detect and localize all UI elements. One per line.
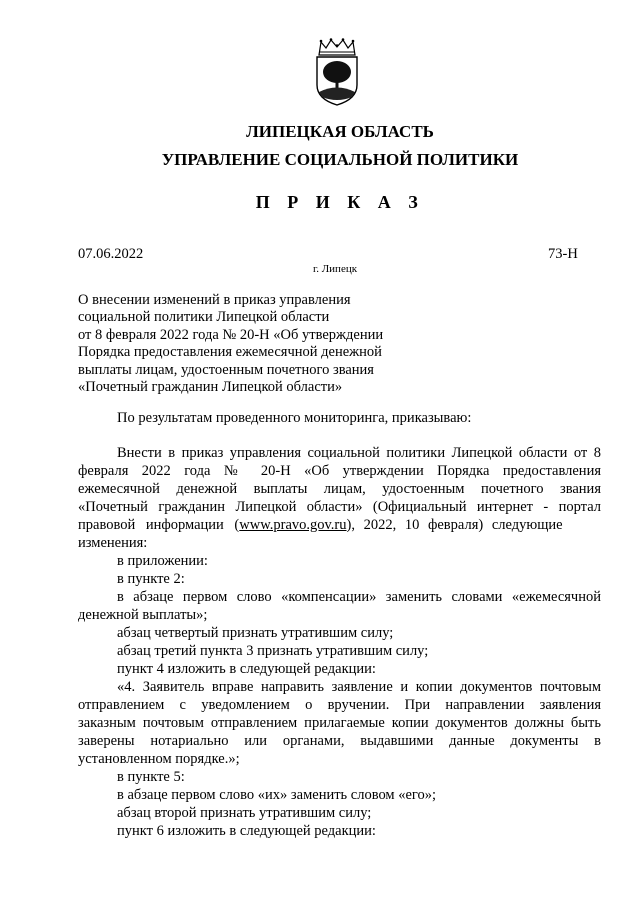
quote-line: заверены нотариально или органами, выдавшими данные документы в bbox=[78, 733, 601, 749]
list-item: абзац третий пункта 3 признать утратившим силу; bbox=[117, 643, 429, 659]
paragraph-line: Внести в приказ управления социальной политики Липецкой области от 8 bbox=[117, 445, 601, 461]
quote-line: заказным почтовым отправлением прилагаемые копии документов должны быть bbox=[78, 715, 601, 731]
document-number: 73-Н bbox=[548, 246, 578, 262]
list-item: абзац четвертый признать утратившим силу; bbox=[117, 625, 394, 641]
subject-line: «Почетный гражданин Липецкой области» bbox=[78, 379, 343, 396]
subject-line: социальной политики Липецкой области bbox=[78, 309, 330, 326]
list-item-continuation: денежной выплаты»; bbox=[78, 607, 208, 623]
list-item: в приложении: bbox=[117, 553, 208, 569]
document-subject bbox=[78, 292, 438, 396]
paragraph-line-with-link: правовой информации (www.pravo.gov.ru), 2022, 10 февраля) следующие bbox=[78, 517, 563, 533]
paragraph-line: «Почетный гражданин Липецкой области» (Официальный интернет - портал bbox=[78, 499, 601, 515]
list-item: пункт 6 изложить в следующей редакции: bbox=[117, 823, 376, 839]
list-item: абзац второй признать утратившим силу; bbox=[117, 805, 372, 821]
document-date: 07.06.2022 bbox=[78, 246, 144, 262]
paragraph-line: ежемесячной денежной выплаты лицам, удостоенным почетного звания bbox=[78, 481, 601, 497]
document-city: г. Липецк bbox=[312, 263, 358, 275]
pravo-gov-link[interactable]: www.pravo.gov.ru bbox=[239, 517, 347, 533]
list-item: пункт 4 изложить в следующей редакции: bbox=[117, 661, 376, 677]
paragraph-line: февраля 2022 года № 20-Н «Об утверждении Порядка предоставления bbox=[78, 463, 601, 479]
quote-line: отправлением с уведомлением о вручении. При направлении заявления bbox=[78, 697, 601, 713]
list-item: в абзаце первом слово «компенсации» заменить словами «ежемесячной bbox=[117, 589, 601, 605]
subject-line: О внесении изменений в приказ управления bbox=[78, 292, 351, 308]
subject-line: выплаты лицам, удостоенным почетного звания bbox=[78, 361, 374, 378]
department-title: УПРАВЛЕНИЕ СОЦИАЛЬНОЙ ПОЛИТИКИ bbox=[161, 150, 519, 169]
coat-of-arms-emblem bbox=[312, 37, 362, 107]
region-title: ЛИПЕЦКАЯ ОБЛАСТЬ bbox=[246, 122, 434, 141]
quote-line: «4. Заявитель вправе направить заявление и копии документов почтовым bbox=[117, 679, 601, 695]
document-type-title: П Р И К А З bbox=[255, 192, 425, 212]
list-item: в пункте 2: bbox=[117, 571, 185, 587]
quote-line: установленном порядке.»; bbox=[78, 751, 240, 767]
intro-paragraph: По результатам проведенного мониторинга, приказываю: bbox=[117, 410, 472, 426]
subject-line: Порядка предоставления ежемесячной денежной bbox=[78, 344, 382, 361]
list-item: в абзаце первом слово «их» заменить словом «его»; bbox=[117, 787, 437, 803]
subject-line: от 8 февраля 2022 года № 20-Н «Об утверждении bbox=[78, 326, 384, 343]
paragraph-line: изменения: bbox=[78, 535, 148, 551]
list-item: в пункте 5: bbox=[117, 769, 185, 785]
